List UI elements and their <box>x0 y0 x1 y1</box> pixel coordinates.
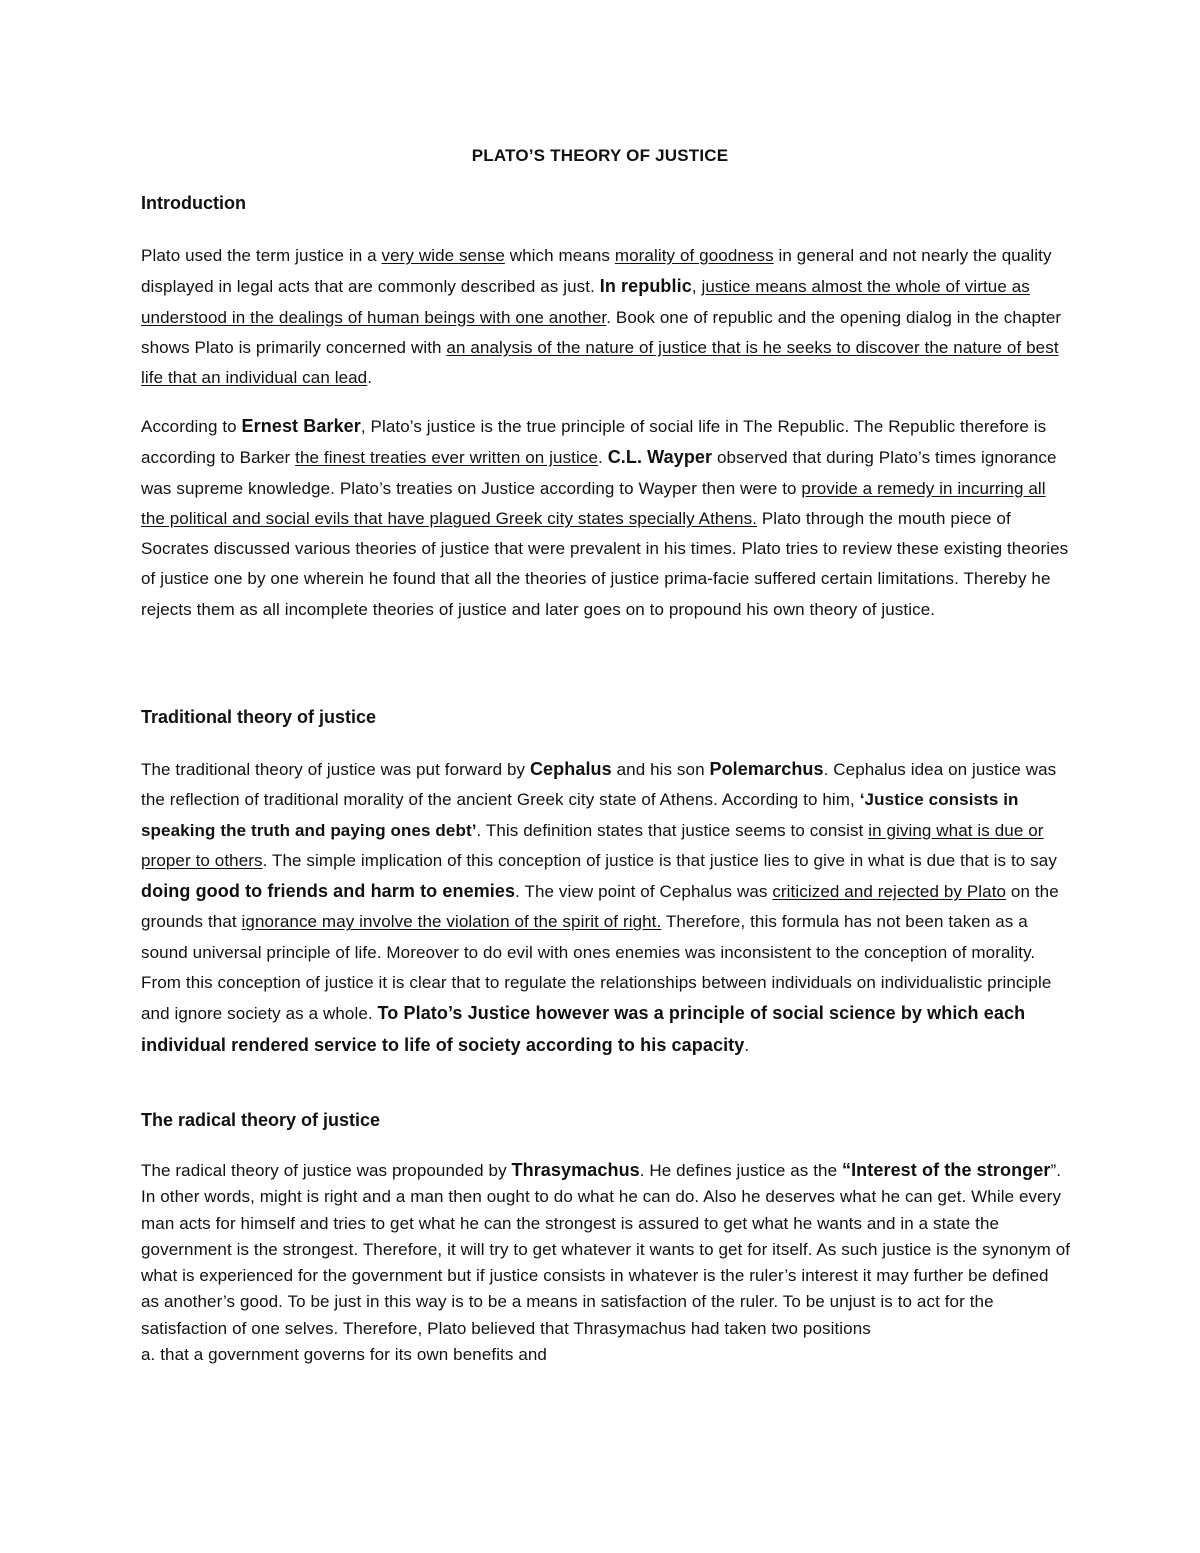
bold-phrase: doing good to friends and harm to enemies <box>141 881 516 902</box>
paragraph-radical-theory: The radical theory of justice was propounded by Thrasymachus. He defines justice as the “Interest of the stronger”. In other words, might is right and a man then ought to do what he can do. Also he deserves what he can get. While every man acts for himself and tries to get what he can the strongest is assured to get what he wants and in a state the government is the strongest. Therefore, it will try to get whatever it wants to get for itself. As such justice is the synonym of what is experienced for the government but if justice consists in whatever is the ruler’s interest it may further be defined as another’s good. To be just in this way is to be a means in satisfaction of the ruler. To be unjust is to act for the satisfaction of one selves. Therefore, Plato believed that Thrasymachus had taken two positions a. that a government governs for its own benefits and <box>141 1157 1071 1368</box>
underlined-phrase: very wide sense <box>381 246 505 265</box>
underlined-phrase: morality of goodness <box>614 246 774 265</box>
heading-radical-theory: The radical theory of justice <box>141 1110 381 1130</box>
heading-traditional-theory: Traditional theory of justice <box>141 707 377 727</box>
bold-name: C.L. Wayper <box>607 447 713 468</box>
paragraph-barker-wayper: According to Ernest Barker, Plato’s justice is the true principle of social life in The Republic. The Republic therefore is according to Barker the finest treaties ever written on justice. C.L. Wayper observed that during Plato’s times ignorance was supreme knowledge. Plato’s treaties on Justice according to Wayper then were to provide a remedy in incurring all the political and social evils that have plagued Greek city states specially Athens. Plato through the mouth piece of Socrates discussed various theories of justice that were prevalent in his times. Plato tries to review these existing theories of justice one by one wherein he found that all the theories of justice prima-facie suffered certain limitations. Thereby he rejects them as all incomplete theories of justice and later goes on to propound his own theory of justice. <box>141 416 1069 619</box>
bold-name: Thrasymachus <box>511 1160 640 1180</box>
underlined-phrase: provide a remedy in incurring all the political and social evils that have plagued Greek city states specially Athens. <box>141 478 1046 528</box>
list-item-a: a. that a government governs for its own benefits and <box>141 1345 547 1365</box>
underlined-phrase: in giving what is due or proper to others <box>141 820 1044 870</box>
paragraph-introduction: Plato used the term justice in a very wide sense which means morality of goodness in general and not nearly the quality displayed in legal acts that are commonly described as just. In republic, justice means almost the whole of virtue as understood in the dealings of human beings with one another. Book one of republic and the opening dialog in the chapter shows Plato is primarily concerned with an analysis of the nature of justice that is he seeks to discover the nature of best life that an individual can lead. <box>141 246 1062 388</box>
bold-name: Cephalus <box>529 759 612 779</box>
bold-name: Polemarchus <box>709 759 824 779</box>
underlined-phrase: an analysis of the nature of justice that is he seeks to discover the nature of best life that an individual can lead <box>141 337 1059 388</box>
paragraph-traditional-theory: The traditional theory of justice was put forward by Cephalus and his son Polemarchus. Cephalus idea on justice was the reflection of traditional morality of the ancient Greek city state of Athens. According to him, ‘Justice consists in speaking the truth and paying ones debt’. This definition states that justice seems to consist in giving what is due or proper to others. The simple implication of this conception of justice is that justice lies to give in what is due that is to say doing good to friends and harm to enemies. The view point of Cephalus was criticized and rejected by Plato on the grounds that ignorance may involve the violation of the spirit of right. Therefore, this formula has not been taken as a sound universal principle of life. Moreover to do evil with ones enemies was inconsistent to the conception of morality. From this conception of justice it is clear that to regulate the relationships between individuals on individualistic principle and ignore society as a whole. To Plato’s Justice however was a principle of social science by which each individual rendered service to life of society according to his capacity. <box>141 759 1059 1055</box>
bold-phrase: To Plato’s Justice however was a principle of social science by which each individual rendered service to life of society according to his capacity <box>141 1003 1026 1055</box>
underlined-phrase: ignorance may involve the violation of the spirit of right. <box>241 912 662 932</box>
bold-phrase: In republic <box>599 276 692 297</box>
heading-introduction: Introduction <box>141 193 246 213</box>
document-title: PLATO’S THEORY OF JUSTICE <box>471 146 729 165</box>
underlined-phrase: justice means almost the whole of virtue as understood in the dealings of human beings with one another <box>141 277 1030 327</box>
bold-quote: “Interest of the stronger <box>841 1160 1051 1180</box>
underlined-phrase: criticized and rejected by Plato <box>772 882 1007 902</box>
underlined-phrase: the finest treaties ever written on justice <box>295 448 599 468</box>
bold-quote: ‘Justice consists in speaking the truth and paying ones debt’ <box>141 790 1019 840</box>
bold-name: Ernest Barker <box>241 416 361 436</box>
